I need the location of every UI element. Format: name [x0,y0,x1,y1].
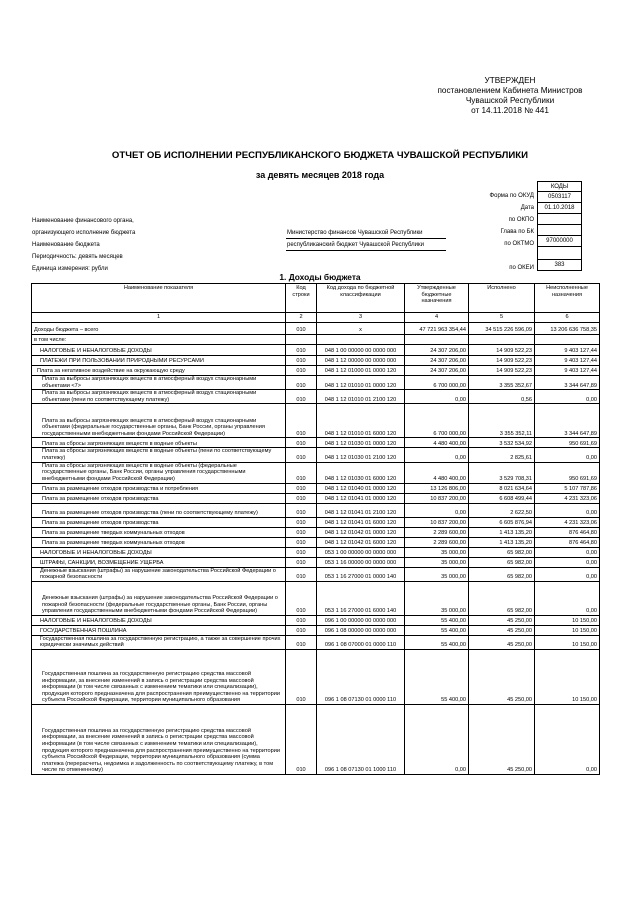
codes-empty-cell [538,247,582,260]
cell-line: 010 [286,503,317,517]
cell-name: Денежные взыскания (штрафы) за нарушение законодательства Российской Федерации о пожарной безопасности (федеральные государственные органы, Банк России, органы управления государственными внебюджетными фондами Российской Федерации) [32,581,286,615]
table-row [32,335,600,345]
cell-approved: 0,00 [405,503,469,517]
cell-approved: 2 289 600,00 [405,527,469,537]
col-approved-header: Утвержденные бюджетные назначения [405,284,469,313]
section-title: 1. Доходы бюджета [279,272,361,282]
finance-org-label-1: Наименование финансового органа, [32,218,134,224]
table-row [32,404,600,438]
cell-unexecuted: 0,00 [535,448,600,462]
col-line-code-header: Код строки [286,284,317,313]
cell-name: Денежные взыскания (штрафы) за нарушение законодательства Российской Федерации о пожарной безопасности [32,567,286,581]
cell-name: Плата за размещение твердых коммунальных отходов [32,527,286,537]
cell-executed: 2 622,50 [469,503,535,517]
table-row [32,345,600,356]
cell-line: 010 [286,448,317,462]
budget-value: республиканский бюджет Чувашской Республики [287,242,424,248]
cell-unexecuted: 950 691,69 [535,438,600,448]
cell-approved: 0,00 [405,390,469,404]
cell-code: 048 1 12 01010 01 2100 120 [317,390,405,404]
cell-code: 048 1 12 01041 01 0000 120 [317,493,405,503]
cell-executed: 45 250,00 [469,649,535,704]
cell-executed: 1 413 135,20 [469,527,535,537]
cell-line: 010 [286,438,317,448]
cell-line [286,335,317,345]
cell-code: 048 1 00 00000 00 0000 000 [317,345,405,356]
approval-line-4: от 14.11.2018 № 441 [471,106,549,115]
cell-executed: 1 413 135,20 [469,537,535,547]
cell-unexecuted: 5 107 787,86 [535,483,600,493]
cell-approved: 35 000,00 [405,547,469,557]
cell-approved: 55 400,00 [405,625,469,635]
cell-line: 010 [286,345,317,356]
table-row [32,537,600,547]
cell-approved: 55 400,00 [405,649,469,704]
cell-code: 053 1 00 00000 00 0000 000 [317,547,405,557]
cell-name: Плата за негативное воздействие на окружающую среду [32,366,286,376]
cell-approved: 6 700 000,00 [405,376,469,390]
cell-executed [469,335,535,345]
cell-executed: 6 608 499,44 [469,493,535,503]
cell-executed: 65 982,00 [469,581,535,615]
cell-name: Плата за размещение отходов производства и потребления [32,483,286,493]
cell-unexecuted: 0,00 [535,567,600,581]
report-period: за девять месяцев 2018 года [255,170,385,180]
cell-unexecuted: 876 464,80 [535,537,600,547]
cell-code: 053 1 16 27000 01 0000 140 [317,567,405,581]
cell-approved: 10 837 200,00 [405,493,469,503]
cell-executed: 45 250,00 [469,615,535,625]
cell-approved [405,335,469,345]
cell-unexecuted: 10 150,00 [535,625,600,635]
cell-unexecuted: 10 150,00 [535,635,600,649]
cell-name: Плата за сбросы загрязняющих веществ в водные объекты (пени по соответствующему платежу) [32,448,286,462]
cell-code: 096 1 00 00000 00 0000 000 [317,615,405,625]
finance-org-underline [286,238,446,239]
table-row [32,323,600,335]
cell-line: 010 [286,527,317,537]
table-row [32,493,600,503]
cell-name: Плата за размещение отходов производства (пени по соответствующему платежу) [32,503,286,517]
cell-code: 048 1 12 01030 01 2100 120 [317,448,405,462]
cell-line: 010 [286,625,317,635]
cell-name: в том числе: [32,335,286,345]
table-row [32,625,600,635]
table-row [32,704,600,774]
codes-table [537,181,582,271]
oktmo-label: по ОКТМО [504,241,534,247]
cell-name: Государственная пошлина за государственную регистрацию, а также за совершение прочих юридически значимых действий [32,635,286,649]
cell-executed: 6 605 876,94 [469,517,535,527]
cell-executed: 45 250,00 [469,625,535,635]
cell-unexecuted: 4 231 323,06 [535,517,600,527]
cell-executed: 14 909 522,23 [469,356,535,366]
table-row [32,390,600,404]
col-executed-header: Исполнено [469,284,535,313]
cell-code: 048 1 12 01041 01 6000 120 [317,517,405,527]
cell-line: 010 [286,404,317,438]
report-title: ОТЧЕТ ОБ ИСПОЛНЕНИИ РЕСПУБЛИКАНСКОГО БЮДЖЕТА ЧУВАШСКОЙ РЕСПУБЛИКИ [111,150,529,161]
cell-approved: 35 000,00 [405,557,469,567]
unit-of-measure: Единица измерения: рубли [32,266,108,272]
table-row [32,581,600,615]
cell-line: 010 [286,376,317,390]
cell-approved: 47 721 963 354,44 [405,323,469,335]
cell-approved: 35 000,00 [405,567,469,581]
cell-code: 048 1 12 01010 01 6000 120 [317,404,405,438]
glava-label: Глава по БК [500,229,534,235]
cell-unexecuted: 9 403 127,44 [535,356,600,366]
cell-code: 053 1 16 00000 00 0000 000 [317,557,405,567]
col-number-3: 3 [317,313,405,323]
okud-label: Форма по ОКУД [489,193,534,199]
cell-line: 010 [286,483,317,493]
okpo-value [538,214,582,225]
col-number-6: 6 [535,313,600,323]
cell-name: ГОСУДАРСТВЕННАЯ ПОШЛИНА [32,625,286,635]
cell-unexecuted: 0,00 [535,390,600,404]
oktmo-value: 97000000 [538,236,582,247]
cell-code: 048 1 12 01000 01 0000 120 [317,366,405,376]
codes-title: КОДЫ [538,182,582,192]
cell-executed: 14 909 522,23 [469,345,535,356]
cell-code: 048 1 12 00000 00 0000 000 [317,356,405,366]
finance-org-label-2: организующего исполнение бюджета [32,230,136,236]
cell-unexecuted: 9 403 127,44 [535,345,600,356]
cell-code: 096 1 08 07130 01 1000 110 [317,704,405,774]
cell-executed: 65 982,00 [469,567,535,581]
table-row [32,557,600,567]
cell-name: Государственная пошлина за государственную регистрацию средства массовой информации, за внесение изменений в запись о регистрации средства массовой информации (в том числе связанных с изменением тематики или специализации), продукция которого предназначена для распространения преимущественно на территории субъекта Российской Федерации, территории муниципального образования (сумма платежа (перерасчеты, недоимка и задолженность по соответствующему платежу, в том числе по отмененному) [32,704,286,774]
cell-approved: 35 000,00 [405,581,469,615]
cell-approved: 10 837 200,00 [405,517,469,527]
approval-line-2: постановлением Кабинета Министров [437,86,583,95]
cell-unexecuted: 13 206 636 758,35 [535,323,600,335]
cell-unexecuted: 9 403 127,44 [535,366,600,376]
date-label: Дата [520,205,534,211]
cell-unexecuted: 0,00 [535,557,600,567]
table-row [32,438,600,448]
cell-unexecuted: 0,00 [535,503,600,517]
cell-approved: 55 400,00 [405,635,469,649]
cell-unexecuted: 0,00 [535,581,600,615]
approval-block [420,76,600,116]
cell-line: 010 [286,462,317,483]
cell-approved: 0,00 [405,448,469,462]
col-number-2: 2 [286,313,317,323]
cell-name: Плата за выбросы загрязняющих веществ в атмосферный воздух стационарными объектами (федеральные государственные органы, Банк России, органы управления государственными внебюджетными фондами Российской Федерации) [32,404,286,438]
cell-code: 048 1 12 01030 01 6000 120 [317,462,405,483]
cell-executed: 65 982,00 [469,547,535,557]
cell-code: 048 1 12 01030 01 0000 120 [317,438,405,448]
cell-line: 010 [286,567,317,581]
cell-line: 010 [286,323,317,335]
cell-line: 010 [286,615,317,625]
cell-line: 010 [286,581,317,615]
okpo-label: по ОКПО [508,217,534,223]
table-row [32,448,600,462]
table-row [32,635,600,649]
cell-approved: 2 289 600,00 [405,537,469,547]
periodicity: Периодичность: девять месяцев [32,254,123,260]
cell-line: 010 [286,547,317,557]
cell-executed: 34 515 226 596,09 [469,323,535,335]
cell-executed: 0,56 [469,390,535,404]
date-value: 01.10.2018 [538,203,582,214]
cell-line: 010 [286,557,317,567]
table-row [32,356,600,366]
cell-name: Плата за сбросы загрязняющих веществ в водные объекты (федеральные государственные органы, Банк России, органы управления государственными внебюджетными фондами Российской Федерации) [32,462,286,483]
cell-code: 048 1 12 01041 01 2100 120 [317,503,405,517]
col-number-4: 4 [405,313,469,323]
cell-executed: 3 355 352,67 [469,376,535,390]
cell-executed: 45 250,00 [469,704,535,774]
cell-unexecuted: 4 231 323,06 [535,493,600,503]
approval-line-3: Чувашской Республики [465,96,555,105]
cell-executed: 3 532 534,92 [469,438,535,448]
cell-code: 048 1 12 01042 01 6000 120 [317,537,405,547]
budget-underline [286,250,446,251]
cell-line: 010 [286,356,317,366]
cell-line: 010 [286,635,317,649]
cell-approved: 24 307 206,00 [405,345,469,356]
okei-label: по ОКЕИ [509,265,534,271]
col-number-1: 1 [32,313,286,323]
cell-executed: 3 355 352,11 [469,404,535,438]
cell-code: 096 1 08 07130 01 0000 110 [317,649,405,704]
cell-name: НАЛОГОВЫЕ И НЕНАЛОГОВЫЕ ДОХОДЫ [32,615,286,625]
table-row [32,366,600,376]
cell-name: ШТРАФЫ, САНКЦИИ, ВОЗМЕЩЕНИЕ УЩЕРБА [32,557,286,567]
table-row [32,615,600,625]
table-row [32,527,600,537]
col-number-5: 5 [469,313,535,323]
cell-code [317,335,405,345]
cell-name: Государственная пошлина за государственную регистрацию средства массовой информации, за внесение изменений в запись о регистрации средства массовой информации (в том числе связанных с изменением тематики или специализации), продукция которого предназначена для распространения преимущественно на территории субъекта Российской Федерации, территории муниципального образования [32,649,286,704]
income-table-body [32,323,600,775]
cell-approved: 6 700 000,00 [405,404,469,438]
col-name-header: Наименование показателя [32,284,286,313]
cell-approved: 4 480 400,00 [405,462,469,483]
income-table [31,283,600,775]
table-row [32,376,600,390]
cell-line: 010 [286,537,317,547]
cell-line: 010 [286,493,317,503]
cell-name: Доходы бюджета – всего [32,323,286,335]
cell-executed: 8 021 634,64 [469,483,535,493]
cell-approved: 4 480 400,00 [405,438,469,448]
table-row [32,517,600,527]
cell-code: 048 1 12 01042 01 0000 120 [317,527,405,537]
cell-approved: 13 126 806,00 [405,483,469,493]
okei-value: 383 [538,260,582,271]
cell-approved: 0,00 [405,704,469,774]
cell-code: 048 1 12 01040 01 0000 120 [317,483,405,493]
cell-unexecuted: 10 150,00 [535,649,600,704]
cell-executed: 45 250,00 [469,635,535,649]
cell-name: Плата за сбросы загрязняющих веществ в водные объекты [32,438,286,448]
cell-name: НАЛОГОВЫЕ И НЕНАЛОГОВЫЕ ДОХОДЫ [32,547,286,557]
cell-approved: 24 307 206,00 [405,356,469,366]
cell-unexecuted: 950 691,69 [535,462,600,483]
cell-executed: 14 909 522,23 [469,366,535,376]
glava-value [538,225,582,236]
cell-executed: 65 982,00 [469,557,535,567]
cell-name: Плата за размещение отходов производства [32,517,286,527]
cell-unexecuted: 3 344 647,89 [535,404,600,438]
table-row [32,503,600,517]
cell-code: 048 1 12 01010 01 0000 120 [317,376,405,390]
cell-code: 096 1 08 00000 00 0000 000 [317,625,405,635]
table-row [32,462,600,483]
cell-code: x [317,323,405,335]
cell-unexecuted: 3 344 647,89 [535,376,600,390]
cell-name: НАЛОГОВЫЕ И НЕНАЛОГОВЫЕ ДОХОДЫ [32,345,286,356]
cell-line: 010 [286,517,317,527]
table-row [32,649,600,704]
cell-name: Плата за выбросы загрязняющих веществ в атмосферный воздух стационарными объектами <7> [32,376,286,390]
cell-executed: 2 825,61 [469,448,535,462]
table-row [32,567,600,581]
cell-name: Плата за выбросы загрязняющих веществ в атмосферный воздух стационарными объектами (пени по соответствующему платежу) [32,390,286,404]
cell-unexecuted: 0,00 [535,547,600,557]
table-row [32,547,600,557]
cell-name: ПЛАТЕЖИ ПРИ ПОЛЬЗОВАНИИ ПРИРОДНЫМИ РЕСУРСАМИ [32,356,286,366]
cell-code: 053 1 16 27000 01 6000 140 [317,581,405,615]
approval-line-1: УТВЕРЖДЕН [484,76,536,85]
cell-name: Плата за размещение твердых коммунальных отходов [32,537,286,547]
col-unexecuted-header: Неисполненные назначения [535,284,600,313]
cell-approved: 24 307 206,00 [405,366,469,376]
col-income-code-header: Код дохода по бюджетной классификации [317,284,405,313]
cell-unexecuted: 876 464,80 [535,527,600,537]
cell-line: 010 [286,649,317,704]
budget-label: Наименование бюджета [32,242,100,248]
finance-org-value: Министерство финансов Чувашской Республики [287,230,423,236]
cell-line: 010 [286,390,317,404]
cell-unexecuted [535,335,600,345]
cell-code: 096 1 08 07000 01 0000 110 [317,635,405,649]
cell-line: 010 [286,366,317,376]
cell-unexecuted: 10 150,00 [535,615,600,625]
table-row [32,483,600,493]
okud-value: 0503117 [538,192,582,203]
cell-unexecuted: 0,00 [535,704,600,774]
cell-executed: 3 529 708,31 [469,462,535,483]
cell-line: 010 [286,704,317,774]
cell-name: Плата за размещение отходов производства [32,493,286,503]
cell-approved: 55 400,00 [405,615,469,625]
